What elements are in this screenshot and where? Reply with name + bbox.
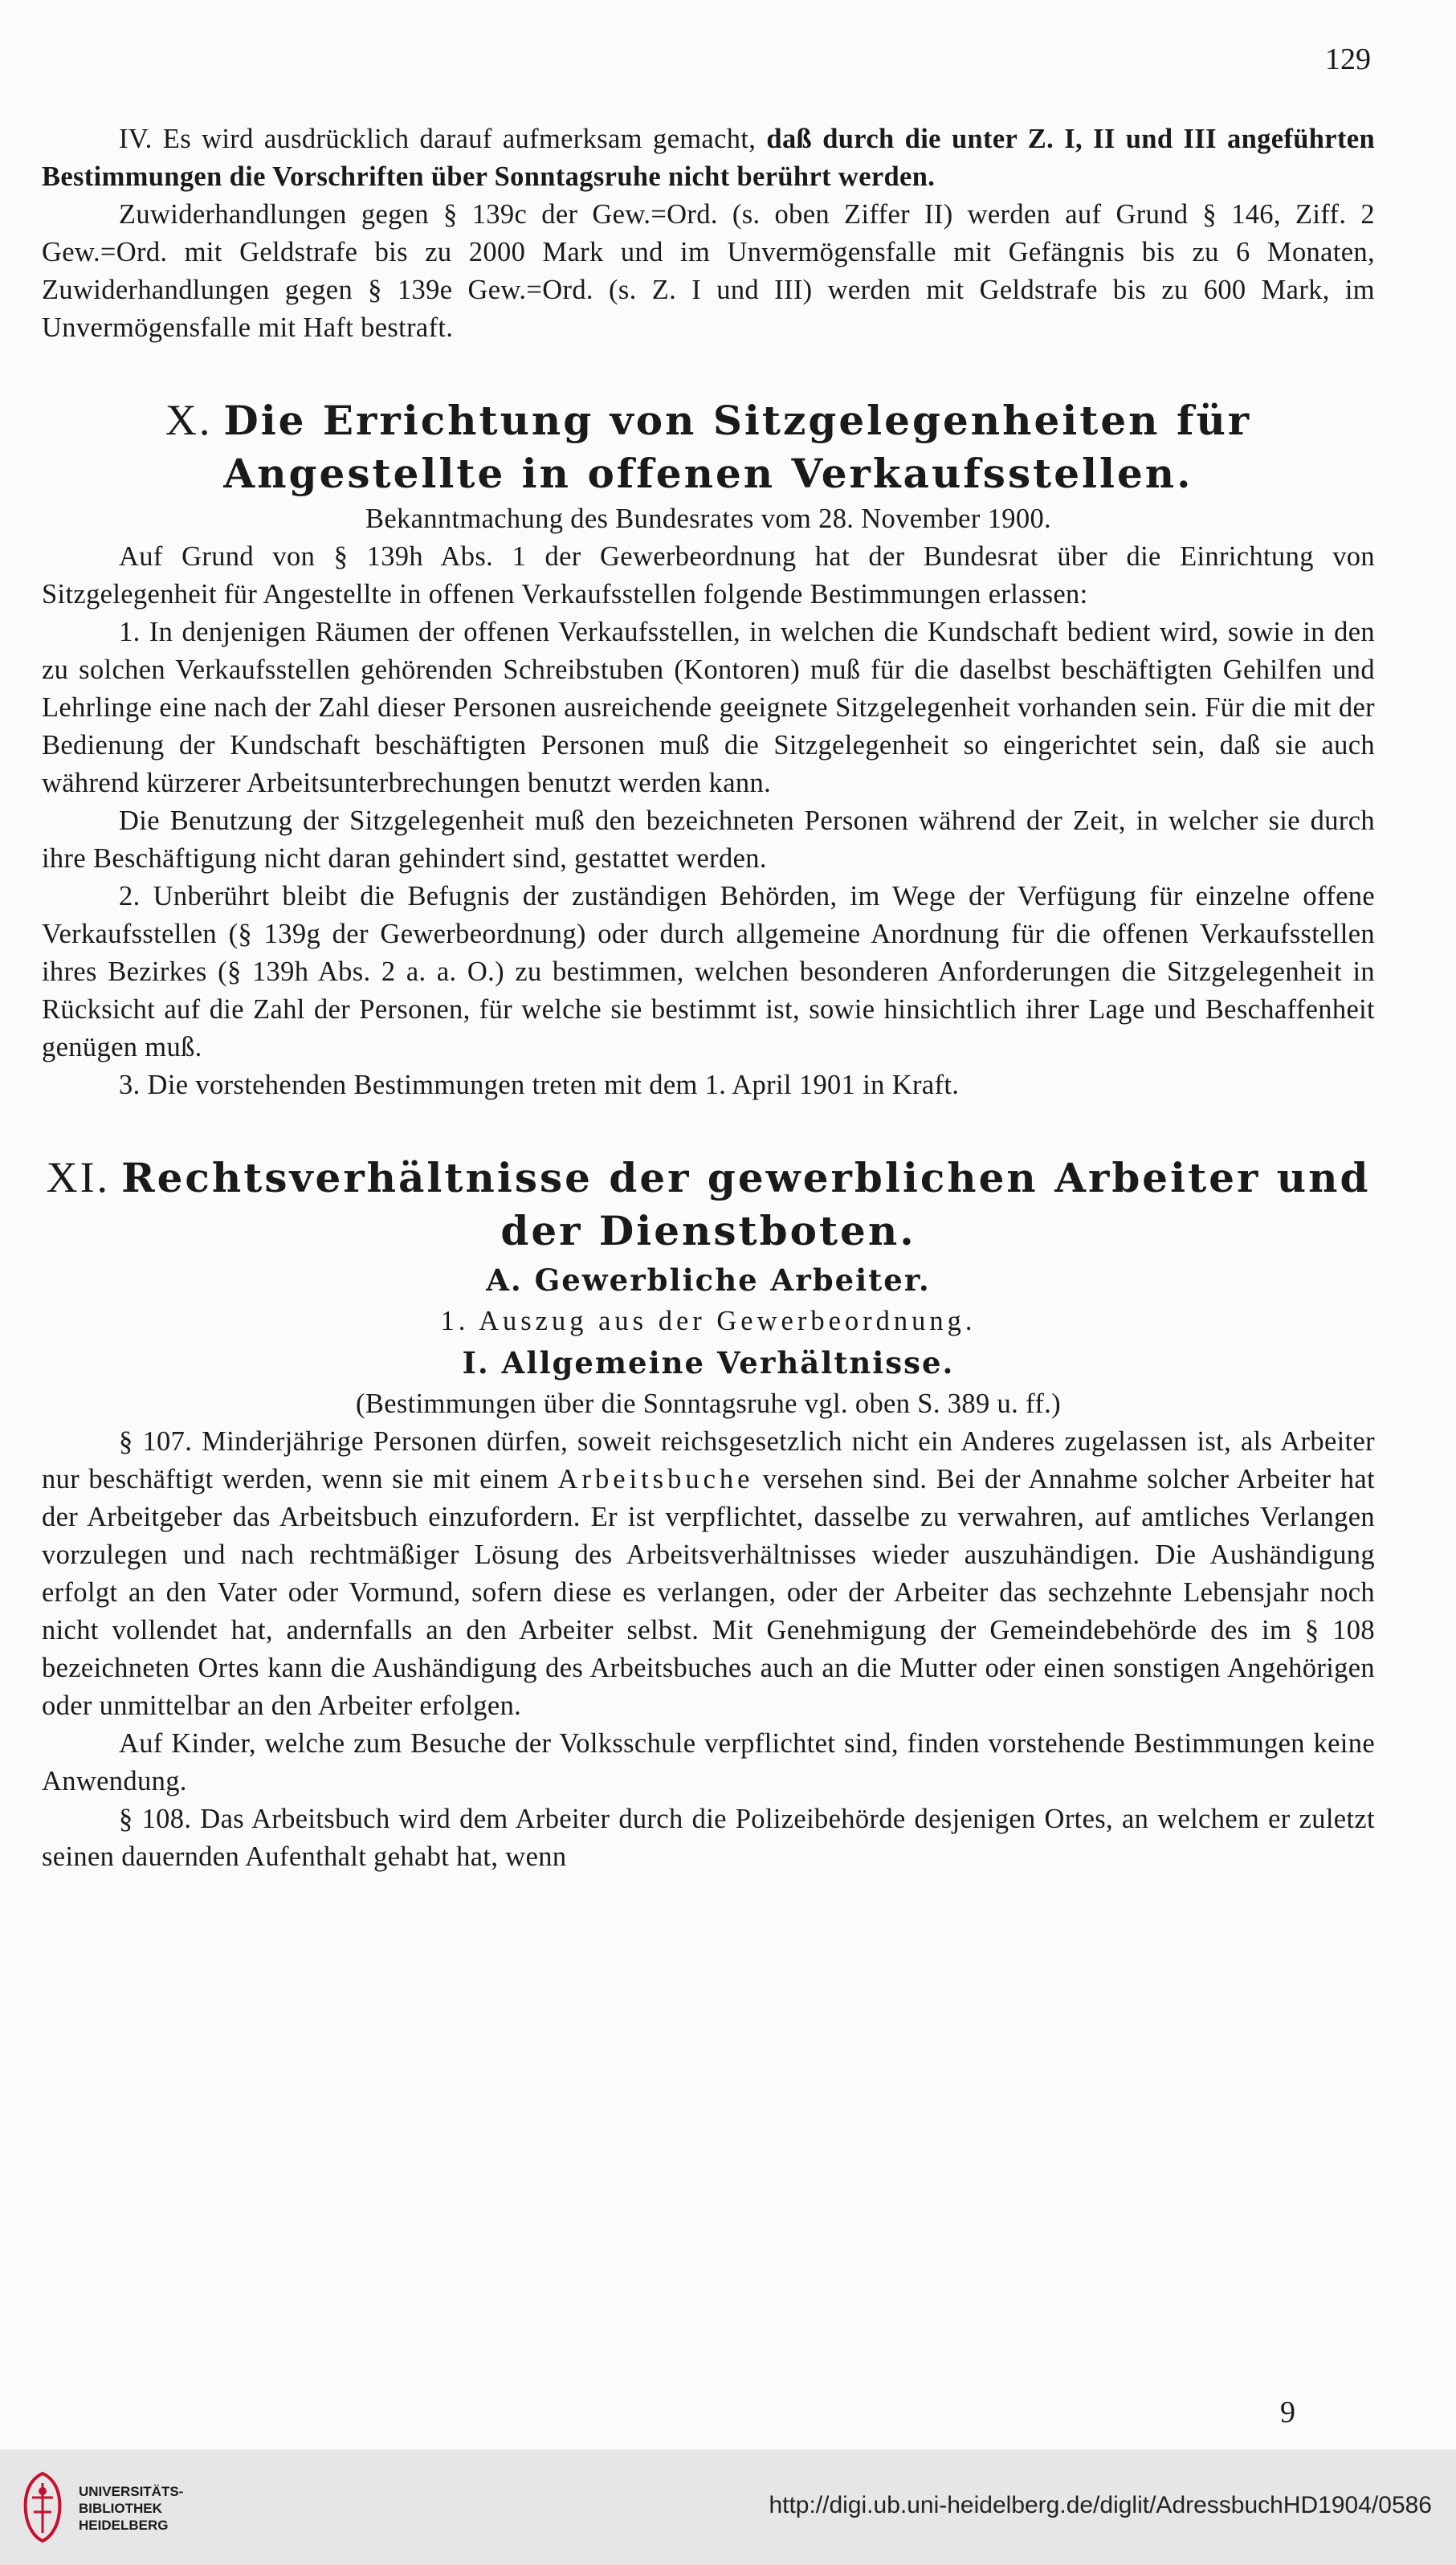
page-content (42, 120, 1375, 1876)
section-iv-paragraph (42, 120, 1375, 196)
source-url-link[interactable]: http://digi.ub.uni-heidelberg.de/diglit/AdressbuchHD1904/0586 (769, 2492, 1432, 2518)
section-x-paragraph-3: 3. Die vorstehenden Bestimmungen treten mit dem 1. April 1901 in Kraft. (119, 1070, 960, 1100)
library-name-line-1: UNIVERSITÄTS- (79, 2484, 184, 2499)
section-iv-intro: IV. Es wird ausdrücklich darauf aufmerksam gemacht, (119, 124, 767, 154)
library-name-line-2: BIBLIOTHEK (79, 2501, 162, 2516)
paragraph-107 (42, 1423, 1375, 1725)
page-number: 129 (1325, 43, 1371, 76)
section-x-paragraph-2: 2. Unberührt bleibt die Befugnis der zuständigen Behörden, im Wege der Verfügung für einzelne offene Verkaufsstellen (§ 139g der Gewerbeordnung) oder durch allgemeine Anordnung für die offenen Verkaufsstellen ihres Bezirkes (§ 139h Abs. 2 a. a. O.) zu bestimmen, welchen besonderen Anforderungen die Sitzgelegenheit in Rücksicht auf die Zahl der Personen, für welche sie bestimmt ist, sowie hinsichtlich ihrer Lage und Beschaffenheit genügen muß. (42, 881, 1375, 1062)
section-xi-number: XI. (46, 1153, 111, 1201)
viewer-footer (0, 2449, 1456, 2565)
subsection-i-heading: I. Allgemeine Verhältnisse. (462, 1345, 955, 1380)
section-iv-emphasis: daß durch die unter Z. I, II und III angeführten Bestimmungen die Vorschriften über Sonntagsruhe nicht berührt werden. (42, 124, 1375, 192)
subsection-a-heading: A. Gewerbliche Arbeiter. (486, 1262, 931, 1298)
signature-number: 9 (1280, 2396, 1295, 2429)
subsection-1-heading: 1. Auszug aus der Gewerbeordnung. (440, 1306, 977, 1336)
sunday-rest-note: (Bestimmungen über die Sonntagsruhe vgl. oben S. 389 u. ff.) (356, 1389, 1061, 1419)
penalty-paragraph: Zuwiderhandlungen gegen § 139c der Gew.=Ord. (s. oben Ziffer II) werden auf Grund § 146, Ziff. 2 Gew.=Ord. mit Geldstrafe bis zu 2000 Mark und im Unvermögensfalle mit Gefängnis bis zu 6 Monaten, Zuwiderhandlungen gegen § 139e Gew.=Ord. (s. Z. I und III) werden mit Geldstrafe bis zu 600 Mark, im Unvermögensfalle mit Haft bestraft. (42, 199, 1375, 343)
paragraph-107-term: Arbeitsbuche (557, 1464, 754, 1495)
paragraph-107-rest: versehen sind. Bei der Annahme solcher Arbeiter hat der Arbeitgeber das Arbeitsbuch einzufordern. Er ist verpflichtet, dasselbe zu verwahren, auf amtliches Verlangen vorzulegen und nach rechtmäßiger Lösung des Arbeitsverhältnisses wieder auszuhändigen. Die Aushändigung erfolgt an den Vater oder Vormund, sofern diese es verlangen, oder der Arbeiter das sechzehnte Lebensjahr noch nicht vollendet hat, andernfalls an den Arbeiter selbst. Mit Genehmigung der Gemeindebehörde des im § 108 bezeichneten Ortes kann die Aushändigung des Arbeitsbuches auch an die Mutter oder einen sonstigen Angehörigen oder unmittelbar an den Arbeiter erfolgen. (42, 1464, 1376, 1721)
library-name (79, 2483, 183, 2534)
section-xi-heading (42, 1151, 1375, 1258)
section-x-number: X. (165, 396, 213, 444)
section-x-paragraph-usage: Die Benutzung der Sitzgelegenheit muß den bezeichneten Personen während der Zeit, in welcher sie durch ihre Beschäftigung nicht daran gehindert sind, gestattet werden. (42, 805, 1375, 874)
section-x-title: Die Errichtung von Sitzgelegenheiten für Angestellte in offenen Verkaufsstellen. (223, 397, 1252, 497)
section-x-paragraph-intro: Auf Grund von § 139h Abs. 1 der Gewerbeordnung hat der Bundesrat über die Einrichtung von Sitzgelegenheit für Angestellte in offenen Verkaufsstellen folgende Bestimmungen erlassen: (42, 541, 1375, 610)
section-x-heading (42, 394, 1375, 500)
library-name-line-3: HEIDELBERG (79, 2518, 169, 2533)
section-x-subtitle: Bekanntmachung des Bundesrates vom 28. November 1900. (365, 504, 1052, 534)
university-seal-icon (18, 2470, 67, 2544)
section-x-paragraph-1: 1. In denjenigen Räumen der offenen Verkaufsstellen, in welchen die Kundschaft bedient wird, sowie in den zu solchen Verkaufsstellen gehörenden Schreibstuben (Kontoren) muß für die daselbst beschäftigten Gehilfen und Lehrlinge eine nach der Zahl dieser Personen ausreichende geeignete Sitzgelegenheit vorhanden sein. Für die mit der Bedienung der Kundschaft beschäftigten Personen muß die Sitzgelegenheit so eingerichtet sein, daß sie auch während kürzerer Arbeitsunterbrechungen benutzt werden kann. (42, 617, 1375, 798)
paragraph-107-start: § 107. Minderjährige Personen dürfen, soweit reichsgesetzlich nicht ein Anderes zugelassen ist, als Arbeiter nur beschäftigt werden, wenn sie mit einem (42, 1426, 1375, 1495)
section-xi-title: Rechtsverhältnisse der gewerblichen Arbeiter und der Dienstboten. (121, 1154, 1371, 1254)
children-paragraph: Auf Kinder, welche zum Besuche der Volksschule verpflichtet sind, finden vorstehende Bestimmungen keine Anwendung. (42, 1728, 1375, 1796)
paragraph-108: § 108. Das Arbeitsbuch wird dem Arbeiter durch die Polizeibehörde desjenigen Ortes, an welchem er zuletzt seinen dauernden Aufenthalt gehabt hat, wenn (42, 1804, 1375, 1872)
